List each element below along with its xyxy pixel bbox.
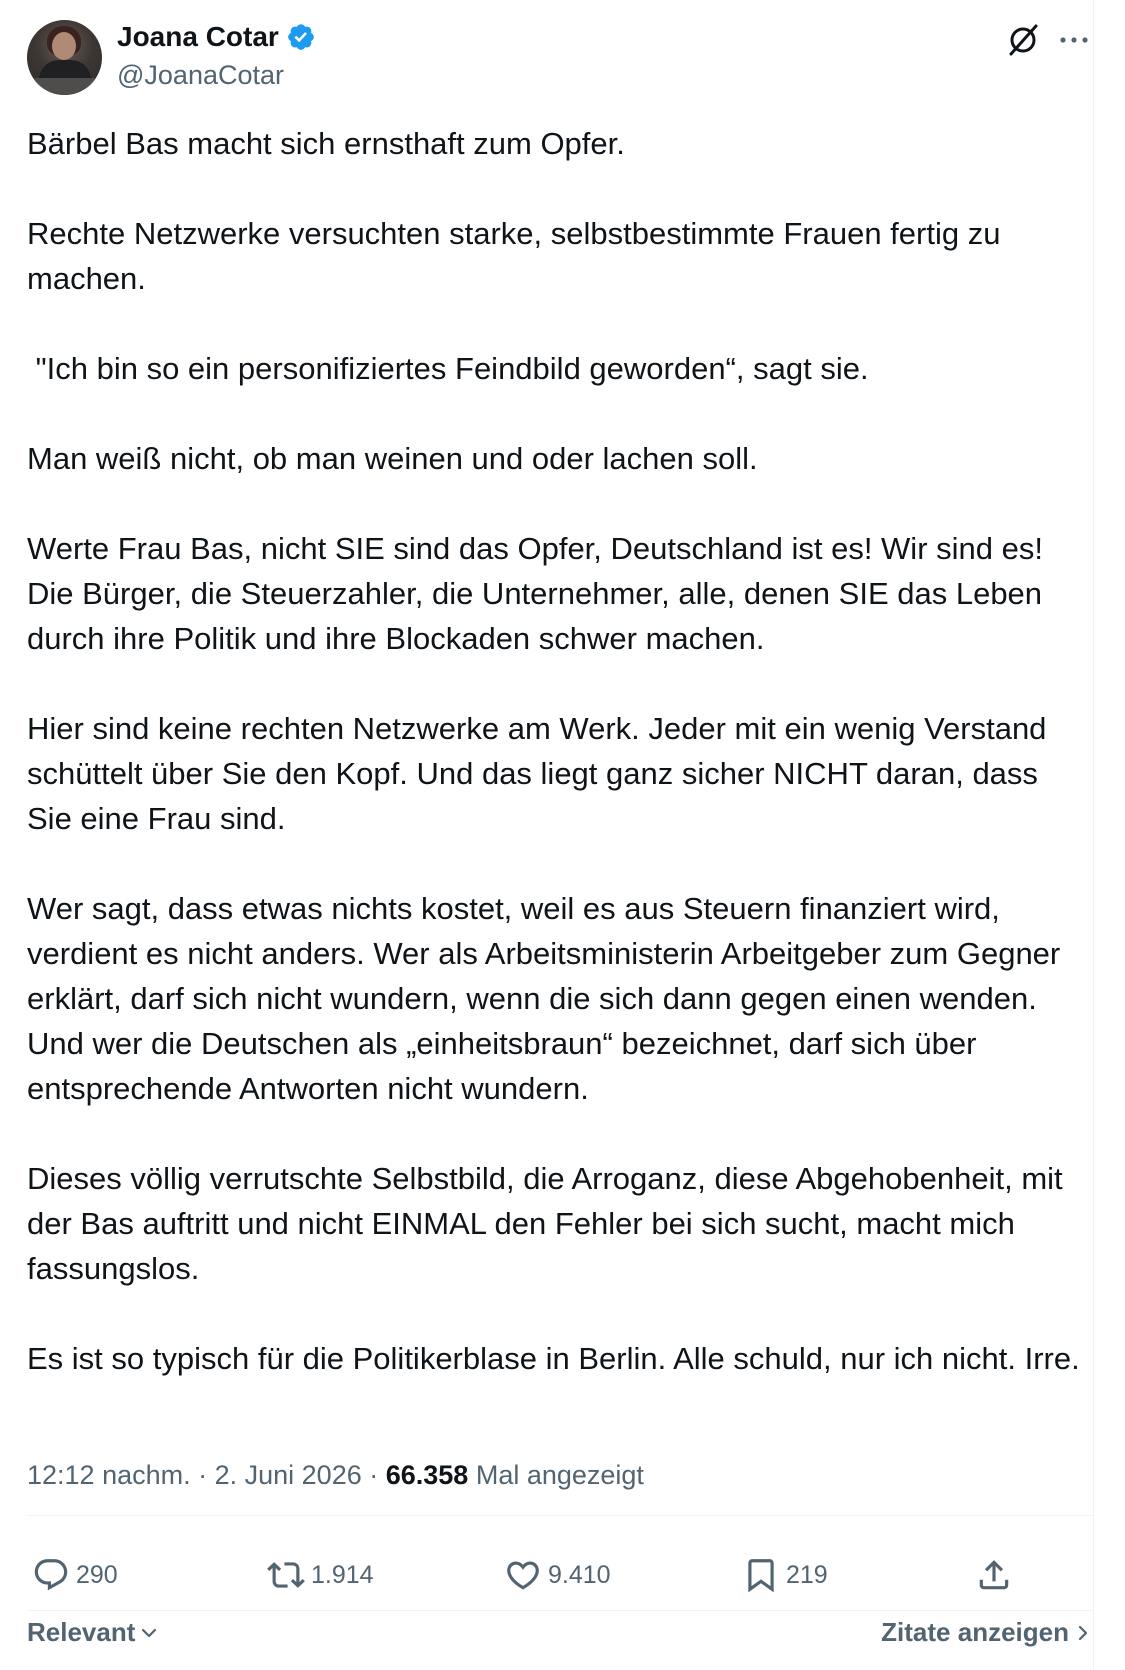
meta-separator: · xyxy=(190,1460,215,1490)
avatar[interactable] xyxy=(27,20,102,95)
author-name-row[interactable] xyxy=(117,20,316,54)
tweet-meta xyxy=(27,1460,644,1491)
replies-footer xyxy=(27,1617,1093,1657)
view-quotes-link[interactable] xyxy=(881,1617,1093,1648)
quotes-label: Zitate anzeigen xyxy=(881,1617,1069,1647)
repost-button[interactable] xyxy=(267,1540,374,1610)
more-icon[interactable] xyxy=(1058,34,1090,46)
chevron-down-icon xyxy=(139,1623,159,1643)
divider xyxy=(27,1515,1093,1516)
reply-icon xyxy=(32,1556,70,1594)
bookmark-count: 219 xyxy=(786,1560,828,1589)
bookmark-button[interactable] xyxy=(742,1540,828,1610)
sort-dropdown[interactable] xyxy=(27,1617,159,1648)
share-button[interactable] xyxy=(975,1540,1019,1610)
like-button[interactable] xyxy=(504,1540,611,1610)
reply-count: 290 xyxy=(76,1560,118,1589)
repost-count: 1.914 xyxy=(311,1560,374,1589)
author-handle[interactable]: @JoanaCotar xyxy=(117,60,284,90)
tweet-date[interactable]: 2. Juni 2026 xyxy=(214,1460,362,1490)
repost-icon xyxy=(267,1556,305,1594)
like-count: 9.410 xyxy=(548,1560,611,1589)
avatar-lectern xyxy=(27,78,102,95)
views-count[interactable]: 66.358 xyxy=(385,1460,469,1490)
like-icon xyxy=(504,1556,542,1594)
reply-button[interactable] xyxy=(32,1540,118,1610)
share-icon xyxy=(975,1556,1013,1594)
tweet-text: Bärbel Bas macht sich ernsthaft zum Opfer. Rechte Netzwerke versuchten starke, selbstbestimmte Frauen fertig zu machen. "Ich bin so ein personifiziertes Feindbild geworden“, sagt sie. Man weiß nicht, ob man weinen und oder lachen soll. Werte Frau Bas, nicht SIE sind das Opfer, Deutschland ist es! Wir sind es! Die Bürger, die Steuerzahler, die Unternehmer, alle, denen SIE das Leben durch ihre Politik und ihre Blockaden schwer machen. Hier sind keine rechten Netzwerke am Werk. Jeder mit ein wenig Verstand schüttelt über Sie den Kopf. Und das liegt ganz sicher NICHT daran, dass Sie eine Frau sind. Wer sagt, dass etwas nichts kostet, weil es aus Steuern finanziert wird, verdient es nicht anders. Wer als Arbeitsministerin Arbeitgeber zum Gegner erklärt, darf sich nicht wundern, wenn die sich dann gegen einen wenden. Und wer die Deutschen als „einheitsbraun“ bezeichnet, darf sich über entsprechende Antworten nicht wundern. Dieses völlig verrutschte Selbstbild, die Arroganz, diese Abgehobenheit, mit der Bas auftritt und nicht EINMAL den Fehler bei sich sucht, macht mich fassungslos. Es ist so typisch für die Politikerblase in Berlin. Alle schuld, nur ich nicht. Irre. xyxy=(27,126,1080,1376)
divider xyxy=(27,1610,1093,1611)
tweet-time[interactable]: 12:12 nachm. xyxy=(27,1460,191,1490)
avatar-face xyxy=(52,32,76,60)
meta-separator: · xyxy=(361,1460,386,1490)
chevron-right-icon xyxy=(1073,1623,1093,1643)
bookmark-icon xyxy=(742,1556,780,1594)
verified-badge-icon[interactable] xyxy=(286,22,316,52)
author-name[interactable]: Joana Cotar xyxy=(117,21,279,52)
sort-label: Relevant xyxy=(27,1617,136,1647)
action-bar xyxy=(27,1540,1093,1610)
views-label[interactable]: Mal angezeigt xyxy=(468,1460,644,1490)
grok-icon[interactable] xyxy=(1005,22,1041,58)
